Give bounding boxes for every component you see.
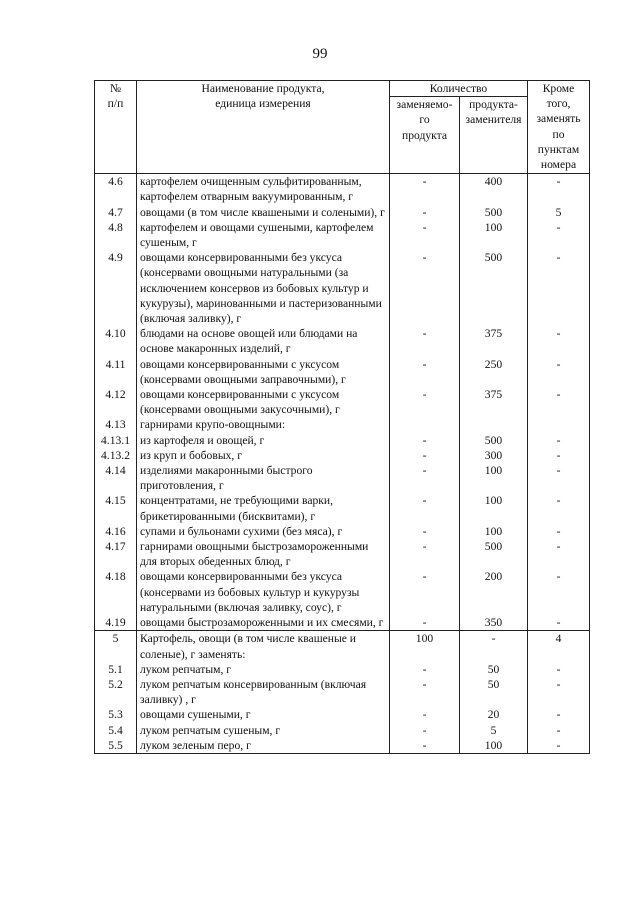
row-substitute-quantity: 500 [460,539,528,569]
row-substitute-quantity: 5 [460,723,528,738]
row-product-name: овощами (в том числе квашеными и солеными), г [137,205,390,220]
table-row [95,205,590,220]
row-replaced-quantity: - [390,448,460,463]
header-substitute-product: продукта- заменителя [460,97,528,174]
row-substitute-quantity: 500 [460,205,528,220]
row-substitute-quantity: 50 [460,677,528,707]
row-number: 4.13.1 [95,433,137,448]
row-substitute-quantity: 200 [460,569,528,615]
row-replaced-quantity: - [390,463,460,493]
row-replaced-quantity: - [390,433,460,448]
row-except-items: 5 [528,205,590,220]
row-substitute-quantity: 50 [460,662,528,677]
row-number: 4.18 [95,569,137,615]
row-product-name: Картофель, овощи (в том числе квашеные и соленые), г заменять: [137,631,390,662]
row-replaced-quantity: - [390,357,460,387]
row-replaced-quantity: - [390,662,460,677]
table-row [95,615,590,631]
row-product-name: гарнирами крупо-овощными: [137,417,390,432]
row-product-name: концентратами, не требующими варки, брикетированными (бисквитами), г [137,493,390,523]
row-except-items: - [528,539,590,569]
row-except-items: - [528,707,590,722]
row-except-items: - [528,326,590,356]
table-row [95,326,590,356]
row-except-items [528,417,590,432]
row-product-name: овощами консервированными без уксуса (консервами из бобовых культур и кукурузы натуральными (включая заливку, соус), г [137,569,390,615]
row-substitute-quantity: 20 [460,707,528,722]
row-product-name: луком зеленым перо, г [137,738,390,754]
row-substitute-quantity: 500 [460,250,528,326]
row-number: 4.19 [95,615,137,631]
table-row [95,493,590,523]
row-except-items: - [528,433,590,448]
row-product-name: супами и бульонами сухими (без мяса), г [137,524,390,539]
row-substitute-quantity: 100 [460,738,528,754]
row-product-name: изделиями макаронными быстрого приготовления, г [137,463,390,493]
row-product-name: картофелем и овощами сушеными, картофелем сушеным, г [137,220,390,250]
row-replaced-quantity: - [390,250,460,326]
row-replaced-quantity: - [390,326,460,356]
row-except-items: - [528,493,590,523]
table-row [95,738,590,754]
table-row [95,723,590,738]
row-number: 4.17 [95,539,137,569]
row-except-items: - [528,357,590,387]
row-except-items: - [528,738,590,754]
table-body [95,174,590,754]
row-product-name: из картофеля и овощей, г [137,433,390,448]
row-replaced-quantity: - [390,569,460,615]
row-number: 4.7 [95,205,137,220]
row-product-name: гарнирами овощными быстрозамороженными для вторых обеденных блюд, г [137,539,390,569]
header-except: Кроме того, заменять по пунктам номера [528,81,590,174]
row-number: 4.8 [95,220,137,250]
row-except-items: - [528,615,590,631]
row-product-name: овощами консервированными с уксусом (консервами овощными закусочными), г [137,387,390,417]
row-replaced-quantity: - [390,738,460,754]
row-number: 4.14 [95,463,137,493]
row-number: 4.9 [95,250,137,326]
row-substitute-quantity: 100 [460,524,528,539]
row-replaced-quantity: - [390,723,460,738]
row-except-items: - [528,387,590,417]
row-number: 5.1 [95,662,137,677]
row-except-items: - [528,174,590,205]
row-replaced-quantity: - [390,493,460,523]
table-row [95,539,590,569]
header-replaced-product: заменяемо- го продукта [390,97,460,174]
row-product-name: картофелем очищенным сульфитированным, картофелем отварным вакуумированным, г [137,174,390,205]
table-row [95,250,590,326]
row-substitute-quantity [460,417,528,432]
row-except-items: - [528,677,590,707]
row-product-name: из круп и бобовых, г [137,448,390,463]
table-row [95,357,590,387]
row-substitute-quantity: 100 [460,220,528,250]
row-number: 5.3 [95,707,137,722]
row-number: 4.13.2 [95,448,137,463]
row-replaced-quantity: - [390,524,460,539]
table-row [95,174,590,205]
header-number: № п/п [95,81,137,174]
row-number: 4.6 [95,174,137,205]
table-row [95,387,590,417]
row-number: 4.11 [95,357,137,387]
row-number: 5.2 [95,677,137,707]
row-number: 4.13 [95,417,137,432]
row-substitute-quantity: 250 [460,357,528,387]
row-except-items: 4 [528,631,590,662]
row-replaced-quantity: - [390,707,460,722]
table-row [95,417,590,432]
row-number: 5.4 [95,723,137,738]
row-product-name: луком репчатым, г [137,662,390,677]
row-replaced-quantity: - [390,220,460,250]
row-except-items: - [528,448,590,463]
row-substitute-quantity: 100 [460,463,528,493]
table-row [95,631,590,662]
row-number: 5 [95,631,137,662]
row-replaced-quantity: - [390,539,460,569]
row-substitute-quantity: - [460,631,528,662]
row-except-items: - [528,524,590,539]
row-except-items: - [528,723,590,738]
table-row [95,220,590,250]
substitution-table [94,80,590,754]
row-except-items: - [528,569,590,615]
row-substitute-quantity: 375 [460,387,528,417]
row-substitute-quantity: 400 [460,174,528,205]
row-number: 4.12 [95,387,137,417]
header-product-name: Наименование продукта, единица измерения [137,81,390,174]
row-product-name: луком репчатым сушеным, г [137,723,390,738]
row-replaced-quantity: - [390,174,460,205]
row-number: 4.15 [95,493,137,523]
row-except-items: - [528,220,590,250]
row-number: 5.5 [95,738,137,754]
row-product-name: овощами консервированными без уксуса (консервами овощными натуральными (за исключением консервов из бобовых культур и кукурузы), маринованными и пастеризованными (включая заливку), г [137,250,390,326]
table-row [95,433,590,448]
row-product-name: овощами сушеными, г [137,707,390,722]
row-product-name: луком репчатым консервированным (включая заливку) , г [137,677,390,707]
row-replaced-quantity: - [390,677,460,707]
row-substitute-quantity: 100 [460,493,528,523]
table-row [95,463,590,493]
row-replaced-quantity [390,417,460,432]
page-number: 99 [312,46,328,62]
table-row [95,524,590,539]
row-number: 4.10 [95,326,137,356]
row-product-name: овощами консервированными с уксусом (консервами овощными заправочными), г [137,357,390,387]
row-replaced-quantity: - [390,387,460,417]
row-replaced-quantity: - [390,205,460,220]
table-row [95,677,590,707]
row-substitute-quantity: 375 [460,326,528,356]
table-row [95,569,590,615]
row-substitute-quantity: 500 [460,433,528,448]
row-replaced-quantity: - [390,615,460,631]
table-row [95,448,590,463]
row-product-name: блюдами на основе овощей или блюдами на основе макаронных изделий, г [137,326,390,356]
row-number: 4.16 [95,524,137,539]
row-except-items: - [528,250,590,326]
table-row [95,707,590,722]
row-except-items: - [528,463,590,493]
row-replaced-quantity: 100 [390,631,460,662]
row-substitute-quantity: 300 [460,448,528,463]
row-product-name: овощами быстрозамороженными и их смесями, г [137,615,390,631]
table-row [95,662,590,677]
row-except-items: - [528,662,590,677]
row-substitute-quantity: 350 [460,615,528,631]
header-quantity: Количество [390,81,528,97]
